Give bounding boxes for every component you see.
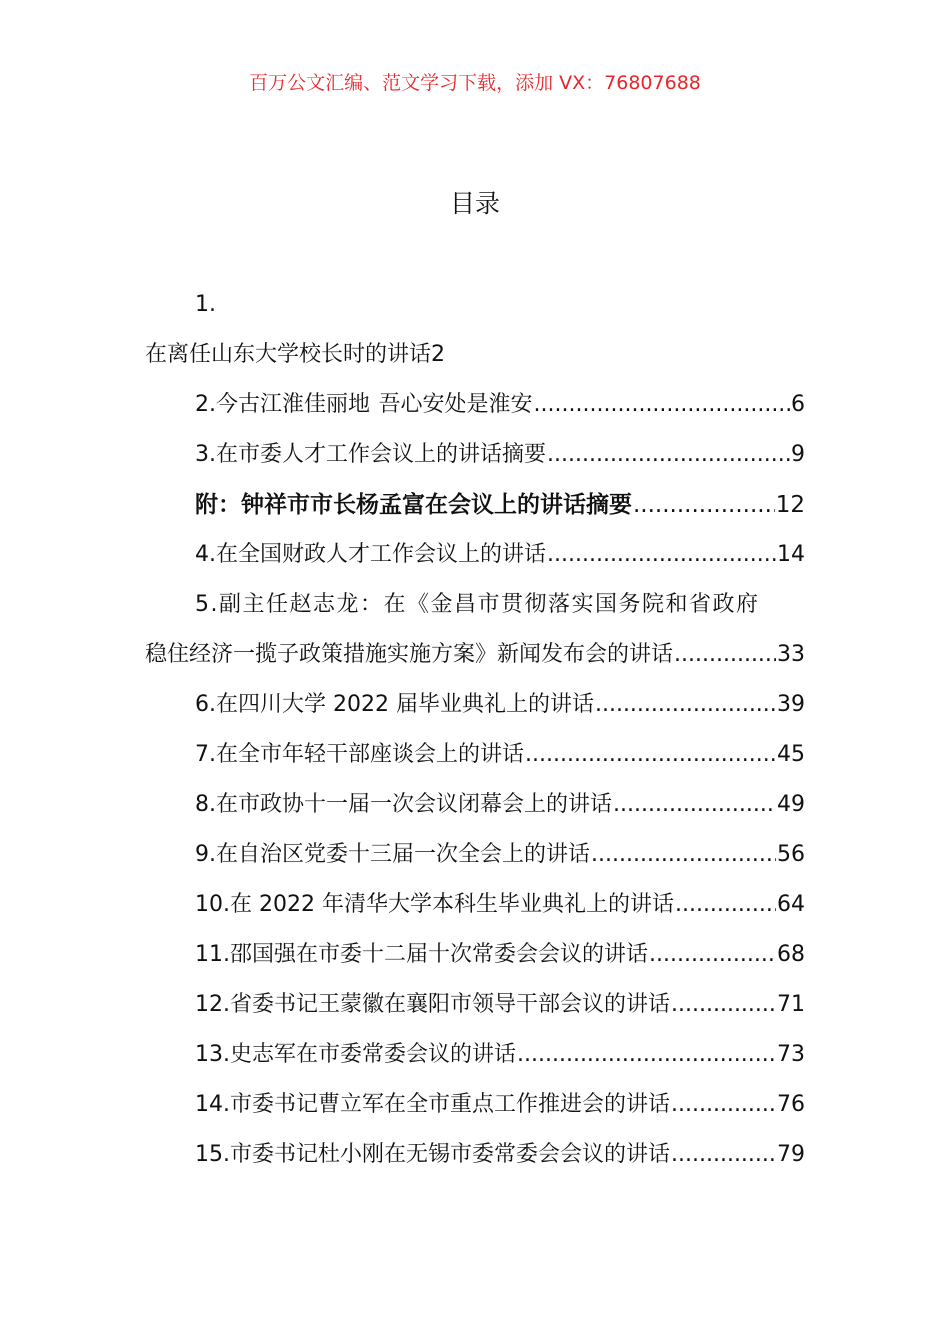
dot-leader [547,535,776,575]
toc-entry-title: 14.市委书记曹立军在全市重点工作推进会的讲话 [195,1092,670,1117]
dot-leader [633,485,775,525]
toc-entry-title: 吾心安处是淮安 [378,392,533,417]
toc-entry-title: 5.副主任赵志龙：在《金昌市贯彻落实国务院和省政府 [195,592,760,617]
table-of-contents [145,280,805,1180]
dot-leader [671,985,776,1025]
toc-entry-title: 10.在 2022 年清华大学本科生毕业典礼上的讲话 [195,892,674,917]
toc-page-number: 6 [791,392,805,417]
toc-page-number: 64 [777,892,805,917]
toc-entry-title: 3.在市委人才工作会议上的讲话摘要 [195,442,546,467]
dot-leader [525,735,776,775]
toc-entry[interactable] [145,530,805,580]
toc-page-number: 9 [791,442,805,467]
dot-leader [613,785,776,825]
toc-entry[interactable] [145,730,805,780]
toc-entry-title: 7.在全市年轻干部座谈会上的讲话 [195,742,524,767]
toc-page-number: 39 [777,692,805,717]
dot-leader [595,685,776,725]
toc-entry-title: 9.在自治区党委十三届一次全会上的讲话 [195,842,590,867]
toc-entry[interactable] [145,380,805,430]
toc-entry-title: 15.市委书记杜小刚在无锡市委常委会会议的讲话 [195,1142,670,1167]
toc-page-number: 33 [777,642,805,667]
toc-entry-title: 1. [195,292,216,317]
toc-page-number: 45 [777,742,805,767]
toc-entry[interactable] [145,630,805,680]
toc-entry[interactable] [145,930,805,980]
header-banner: 百万公文汇编、范文学习下载，添加 VX：76807688 [249,72,701,94]
toc-entry[interactable] [145,1130,805,1180]
dot-leader [517,1035,776,1075]
toc-page-number: 76 [777,1092,805,1117]
toc-entry[interactable] [145,680,805,730]
toc-page-number: 73 [777,1042,805,1067]
dot-leader [591,835,776,875]
toc-page-number: 79 [777,1142,805,1167]
toc-entry-title: 11.邵国强在市委十二届十次常委会会议的讲话 [195,942,648,967]
toc-entry[interactable] [145,580,805,630]
toc-entry[interactable] [145,430,805,480]
toc-entry-title: 在离任山东大学校长时的讲话2 [145,342,445,367]
dot-leader [674,635,776,675]
toc-entry-title: 2.今古江淮佳丽地 [195,392,370,417]
toc-page-number: 14 [777,542,805,567]
toc-entry[interactable] [145,780,805,830]
dot-leader [675,885,776,925]
toc-entry-title: 8.在市政协十一届一次会议闭幕会上的讲话 [195,792,612,817]
toc-entry-title: 6.在四川大学 2022 届毕业典礼上的讲话 [195,692,594,717]
dot-leader [649,935,776,975]
toc-entry-title: 12.省委书记王蒙徽在襄阳市领导干部会议的讲话 [195,992,670,1017]
toc-entry[interactable] [145,330,805,380]
dot-leader [547,435,790,475]
toc-entry[interactable] [145,1030,805,1080]
toc-entry-title: 稳住经济一揽子政策措施实施方案》新闻发布会的讲话 [145,642,674,667]
page-title: 目录 [449,189,500,218]
toc-entry[interactable] [145,1080,805,1130]
toc-entry-title: 附：钟祥市市长杨孟富在会议上的讲话摘要 [195,492,632,518]
toc-entry-title: 13.史志军在市委常委会议的讲话 [195,1042,516,1067]
toc-page-number: 49 [777,792,805,817]
toc-page-number: 68 [777,942,805,967]
toc-page-number: 71 [777,992,805,1017]
toc-entry[interactable] [145,280,805,330]
dot-leader [534,385,790,425]
toc-page-number: 56 [777,842,805,867]
toc-entry-title: 4.在全国财政人才工作会议上的讲话 [195,542,546,567]
dot-leader [671,1085,776,1125]
toc-entry[interactable] [145,830,805,880]
toc-entry[interactable] [145,480,805,530]
toc-entry[interactable] [145,880,805,930]
toc-entry[interactable] [145,980,805,1030]
toc-page-number: 12 [775,492,805,518]
dot-leader [671,1135,776,1175]
